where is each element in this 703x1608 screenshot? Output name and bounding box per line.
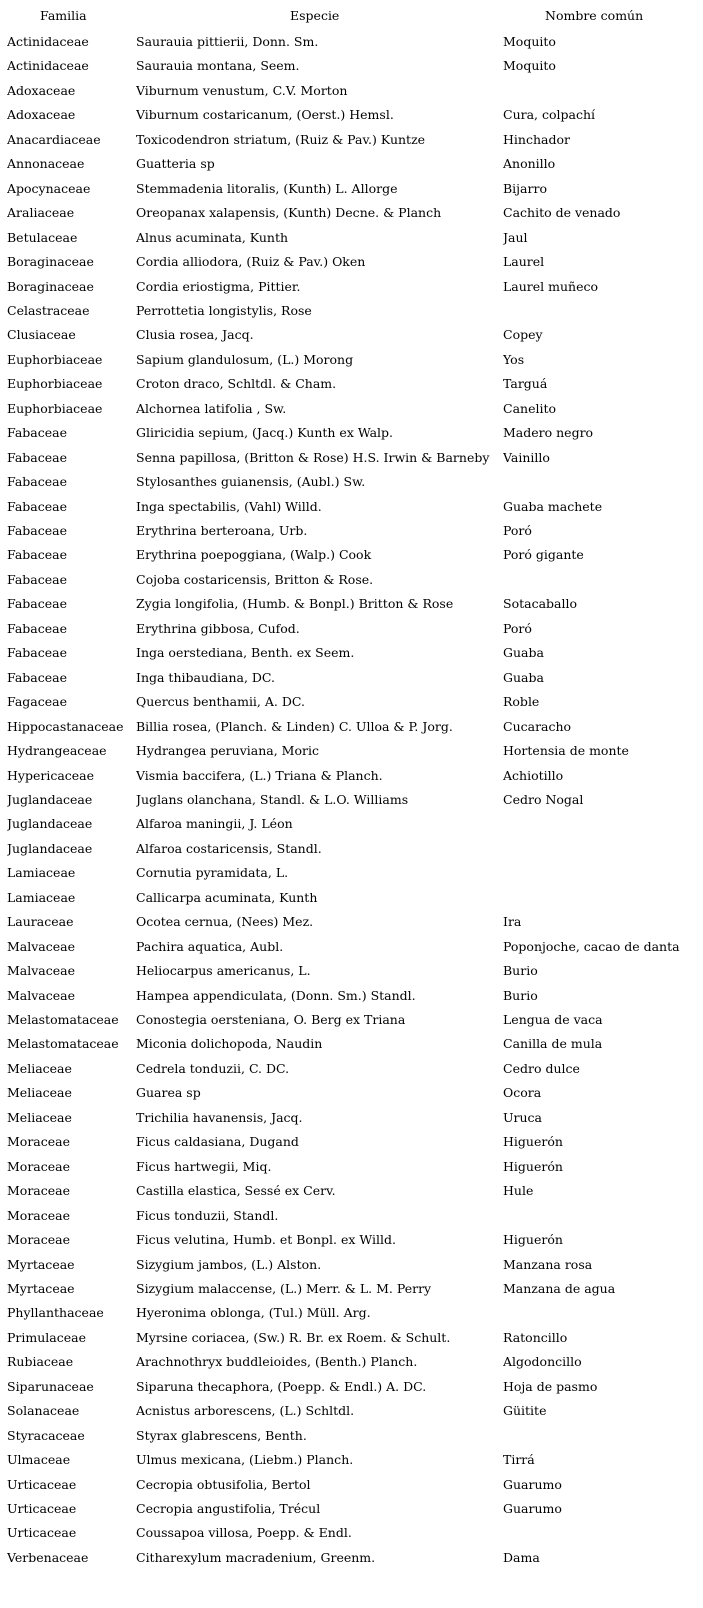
cell-especie: Senna papillosa, (Britton & Rose) H.S. Irwin & Barneby (136, 449, 490, 465)
cell-familia: Moraceae (7, 1232, 71, 1248)
cell-familia: Malvaceae (7, 938, 76, 954)
cell-especie: Siparuna thecaphora, (Poepp. & Endl.) A. DC. (136, 1378, 427, 1394)
table-row (0, 714, 703, 739)
cell-familia: Araliaceae (7, 205, 75, 221)
table-row (0, 371, 703, 396)
table-row (0, 1472, 703, 1497)
cell-familia: Fabaceae (7, 449, 67, 465)
table-row (0, 958, 703, 983)
cell-familia: Fabaceae (7, 620, 67, 636)
cell-especie: Perrottetia longistylis, Rose (136, 302, 312, 318)
cell-especie: Cecropia obtusifolia, Bertol (136, 1476, 311, 1492)
cell-especie: Hampea appendiculata, (Donn. Sm.) Standl. (136, 987, 416, 1003)
cell-especie: Coussapoa villosa, Poepp. & Endl. (136, 1525, 352, 1541)
cell-nombre-comun: Cucaracho (503, 718, 572, 734)
cell-familia: Annonaceae (7, 156, 85, 172)
cell-especie: Hydrangea peruviana, Moric (136, 743, 319, 759)
cell-especie: Stylosanthes guianensis, (Aubl.) Sw. (136, 474, 366, 490)
cell-especie: Quercus benthamii, A. DC. (136, 694, 305, 710)
table-row (0, 909, 703, 934)
table-row (0, 127, 703, 152)
table-row (0, 1300, 703, 1325)
cell-familia: Juglandaceae (7, 840, 93, 856)
cell-especie: Alfaroa costaricensis, Standl. (136, 840, 322, 856)
cell-nombre-comun: Burio (503, 963, 538, 979)
table-row (0, 1252, 703, 1277)
cell-especie: Callicarpa acuminata, Kunth (136, 889, 318, 905)
table-header (0, 6, 703, 26)
cell-nombre-comun: Tirrá (503, 1452, 535, 1468)
table-row (0, 591, 703, 616)
cell-familia: Euphorbiaceae (7, 351, 103, 367)
table-row (0, 249, 703, 274)
cell-especie: Cordia alliodora, (Ruiz & Pav.) Oken (136, 254, 366, 270)
cell-especie: Miconia dolichopoda, Naudin (136, 1036, 323, 1052)
cell-familia: Lamiaceae (7, 865, 76, 881)
table-row (0, 298, 703, 323)
cell-especie: Citharexylum macradenium, Greenm. (136, 1549, 376, 1565)
cell-familia: Fabaceae (7, 425, 67, 441)
cell-nombre-comun: Jaul (503, 229, 528, 245)
table-row (0, 811, 703, 836)
cell-familia: Ulmaceae (7, 1452, 71, 1468)
cell-especie: Conostegia oersteniana, O. Berg ex Triana (136, 1012, 406, 1027)
table-row (0, 885, 703, 910)
cell-familia: Verbenaceae (7, 1549, 89, 1565)
cell-especie: Croton draco, Schltdl. & Cham. (136, 376, 337, 392)
cell-familia: Moraceae (7, 1207, 71, 1223)
cell-nombre-comun: Ratoncillo (503, 1329, 568, 1345)
cell-nombre-comun: Canelito (503, 400, 557, 416)
table-row (0, 176, 703, 201)
table-row (0, 102, 703, 127)
cell-familia: Myrtaceae (7, 1256, 75, 1272)
cell-familia: Juglandaceae (7, 791, 93, 807)
cell-especie: Ficus hartwegii, Miq. (136, 1158, 272, 1174)
cell-nombre-comun: Burio (503, 987, 538, 1003)
cell-nombre-comun: Moquito (503, 34, 556, 49)
cell-especie: Vismia baccifera, (L.) Triana & Planch. (136, 767, 383, 783)
table-row (0, 1007, 703, 1032)
table-row (0, 445, 703, 470)
table-row (0, 494, 703, 519)
cell-nombre-comun: Achiotillo (503, 767, 564, 783)
cell-especie: Cordia eriostigma, Pittier. (136, 278, 301, 294)
cell-especie: Alnus acuminata, Kunth (136, 229, 289, 245)
cell-familia: Actinidaceae (7, 58, 89, 74)
cell-especie: Hyeronima oblonga, (Tul.) Müll. Arg. (136, 1305, 371, 1321)
table-row (0, 983, 703, 1008)
table-row (0, 53, 703, 78)
cell-familia: Hydrangeaceae (7, 743, 107, 759)
cell-nombre-comun: Moquito (503, 58, 556, 74)
cell-especie: Myrsine coriacea, (Sw.) R. Br. ex Roem. & Schult. (136, 1329, 451, 1345)
table-row (0, 567, 703, 592)
cell-nombre-comun: Lengua de vaca (503, 1012, 603, 1027)
table-row (0, 322, 703, 347)
cell-especie: Ocotea cernua, (Nees) Mez. (136, 914, 314, 930)
cell-especie: Pachira aquatica, Aubl. (136, 938, 284, 954)
table-row (0, 420, 703, 445)
cell-familia: Phyllanthaceae (7, 1305, 104, 1321)
cell-nombre-comun: Targuá (503, 376, 548, 392)
cell-familia: Actinidaceae (7, 34, 89, 49)
cell-familia: Boraginaceae (7, 254, 94, 270)
cell-nombre-comun: Hoja de pasmo (503, 1378, 598, 1394)
cell-nombre-comun: Poponjoche, cacao de danta (503, 938, 680, 954)
cell-nombre-comun: Sotacaballo (503, 596, 577, 612)
table-row (0, 1227, 703, 1252)
table-row (0, 1031, 703, 1056)
table-row (0, 29, 703, 54)
cell-familia: Melastomataceae (7, 1036, 119, 1052)
cell-especie: Stemmadenia litoralis, (Kunth) L. Allorge (136, 180, 398, 196)
cell-nombre-comun: Hortensia de monte (503, 743, 629, 759)
cell-especie: Guarea sp (136, 1085, 201, 1101)
table-row (0, 1447, 703, 1472)
cell-familia: Boraginaceae (7, 278, 94, 294)
cell-nombre-comun: Higuerón (503, 1232, 563, 1248)
table-row (0, 1349, 703, 1374)
table-row (0, 665, 703, 690)
cell-especie: Erythrina gibbosa, Cufod. (136, 620, 300, 636)
table-row (0, 78, 703, 103)
cell-familia: Moraceae (7, 1183, 71, 1199)
cell-especie: Cornutia pyramidata, L. (136, 865, 289, 881)
table-row (0, 860, 703, 885)
cell-especie: Toxicodendron striatum, (Ruiz & Pav.) Kuntze (136, 131, 426, 147)
cell-especie: Cecropia angustifolia, Trécul (136, 1501, 321, 1516)
cell-nombre-comun: Manzana rosa (503, 1256, 593, 1272)
table-row (0, 738, 703, 763)
cell-familia: Lamiaceae (7, 889, 76, 905)
cell-familia: Fagaceae (7, 694, 67, 710)
cell-familia: Fabaceae (7, 669, 67, 685)
table-row (0, 225, 703, 250)
cell-familia: Juglandaceae (7, 816, 93, 832)
cell-nombre-comun: Guaba machete (503, 498, 603, 514)
cell-familia: Hypericaceae (7, 767, 95, 783)
cell-especie: Juglans olanchana, Standl. & L.O. Williams (136, 791, 409, 807)
cell-nombre-comun: Madero negro (503, 425, 594, 441)
table-row (0, 200, 703, 225)
cell-nombre-comun: Hinchador (503, 131, 570, 147)
cell-familia: Urticaceae (7, 1501, 77, 1516)
cell-especie: Oreopanax xalapensis, (Kunth) Decne. & Planch (136, 205, 442, 221)
table-row (0, 640, 703, 665)
cell-familia: Primulaceae (7, 1329, 86, 1345)
cell-nombre-comun: Poró (503, 620, 532, 636)
table-row (0, 1203, 703, 1228)
table-row (0, 1520, 703, 1545)
table-row (0, 1080, 703, 1105)
cell-familia: Fabaceae (7, 571, 67, 587)
cell-especie: Alchornea latifolia , Sw. (136, 400, 287, 416)
cell-familia: Celastraceae (7, 302, 90, 318)
table-row (0, 1496, 703, 1521)
cell-especie: Trichilia havanensis, Jacq. (136, 1109, 303, 1125)
cell-familia: Fabaceae (7, 547, 67, 563)
table-row (0, 1056, 703, 1081)
cell-familia: Siparunaceae (7, 1378, 94, 1394)
cell-especie: Ficus caldasiana, Dugand (136, 1134, 299, 1150)
table-row (0, 1423, 703, 1448)
cell-especie: Arachnothryx buddleioides, (Benth.) Planch. (136, 1354, 418, 1370)
cell-nombre-comun: Dama (503, 1549, 540, 1565)
cell-familia: Fabaceae (7, 474, 67, 490)
cell-familia: Melastomataceae (7, 1012, 119, 1027)
cell-nombre-comun: Anonillo (503, 156, 556, 172)
cell-especie: Inga thibaudiana, DC. (136, 669, 276, 685)
table-row (0, 934, 703, 959)
cell-familia: Urticaceae (7, 1525, 77, 1541)
cell-especie: Clusia rosea, Jacq. (136, 327, 254, 343)
cell-nombre-comun: Ocora (503, 1085, 542, 1101)
cell-nombre-comun: Cedro dulce (503, 1060, 580, 1076)
header-nombre-comun: Nombre común (545, 8, 644, 23)
table-row (0, 1374, 703, 1399)
header-familia: Familia (40, 8, 87, 23)
cell-especie: Castilla elastica, Sessé ex Cerv. (136, 1183, 336, 1199)
cell-familia: Euphorbiaceae (7, 376, 103, 392)
cell-especie: Saurauia pittierii, Donn. Sm. (136, 34, 319, 49)
cell-nombre-comun: Güitite (503, 1403, 547, 1419)
header-especie: Especie (290, 8, 340, 23)
cell-familia: Fabaceae (7, 523, 67, 538)
cell-familia: Betulaceae (7, 229, 78, 245)
cell-especie: Erythrina poepoggiana, (Walp.) Cook (136, 547, 372, 563)
cell-nombre-comun: Vainillo (503, 449, 550, 465)
cell-familia: Urticaceae (7, 1476, 77, 1492)
table-row (0, 274, 703, 299)
cell-especie: Viburnum venustum, C.V. Morton (136, 82, 348, 98)
cell-nombre-comun: Hule (503, 1183, 534, 1199)
cell-especie: Inga oerstediana, Benth. ex Seem. (136, 645, 355, 661)
cell-nombre-comun: Cedro Nogal (503, 791, 584, 807)
cell-nombre-comun: Algodoncillo (503, 1354, 582, 1370)
cell-especie: Sapium glandulosum, (L.) Morong (136, 351, 354, 367)
table-row (0, 689, 703, 714)
cell-familia: Apocynaceae (7, 180, 91, 196)
cell-familia: Rubiaceae (7, 1354, 74, 1370)
table-row (0, 1276, 703, 1301)
cell-familia: Euphorbiaceae (7, 400, 103, 416)
cell-nombre-comun: Higuerón (503, 1134, 563, 1150)
table-row (0, 616, 703, 641)
cell-especie: Ulmus mexicana, (Liebm.) Planch. (136, 1452, 354, 1468)
cell-familia: Malvaceae (7, 987, 76, 1003)
table-row (0, 763, 703, 788)
cell-nombre-comun: Guarumo (503, 1501, 562, 1516)
cell-nombre-comun: Laurel muñeco (503, 278, 599, 294)
cell-familia: Myrtaceae (7, 1280, 75, 1296)
cell-familia: Meliaceae (7, 1060, 72, 1076)
table-row (0, 518, 703, 543)
cell-nombre-comun: Guarumo (503, 1476, 562, 1492)
cell-especie: Alfaroa maningii, J. Léon (136, 816, 293, 832)
table-row (0, 1545, 703, 1570)
cell-familia: Lauraceae (7, 914, 74, 930)
cell-especie: Saurauia montana, Seem. (136, 58, 300, 74)
cell-familia: Solanaceae (7, 1403, 80, 1419)
cell-especie: Sizygium jambos, (L.) Alston. (136, 1256, 322, 1272)
cell-nombre-comun: Yos (503, 351, 525, 367)
cell-nombre-comun: Copey (503, 327, 543, 343)
cell-familia: Clusiaceae (7, 327, 76, 343)
cell-familia: Fabaceae (7, 596, 67, 612)
table-row (0, 1129, 703, 1154)
cell-nombre-comun: Guaba (503, 669, 544, 685)
cell-familia: Anacardiaceae (7, 131, 101, 147)
cell-especie: Heliocarpus americanus, L. (136, 963, 311, 979)
cell-nombre-comun: Poró gigante (503, 547, 584, 563)
cell-nombre-comun: Cachito de venado (503, 205, 621, 221)
cell-especie: Sizygium malaccense, (L.) Merr. & L. M. Perry (136, 1280, 432, 1296)
cell-familia: Moraceae (7, 1134, 71, 1150)
table-row (0, 1105, 703, 1130)
cell-nombre-comun: Higuerón (503, 1158, 563, 1174)
cell-familia: Fabaceae (7, 498, 67, 514)
cell-nombre-comun: Uruca (503, 1109, 543, 1125)
cell-especie: Erythrina berteroana, Urb. (136, 523, 308, 538)
table-row (0, 1398, 703, 1423)
table-row (0, 836, 703, 861)
cell-especie: Ficus tonduzii, Standl. (136, 1207, 279, 1223)
cell-especie: Guatteria sp (136, 156, 215, 172)
cell-nombre-comun: Roble (503, 694, 540, 710)
cell-familia: Adoxaceae (7, 82, 76, 98)
cell-familia: Hippocastanaceae (7, 718, 124, 734)
table-row (0, 151, 703, 176)
table-row (0, 1178, 703, 1203)
cell-especie: Gliricidia sepium, (Jacq.) Kunth ex Walp. (136, 425, 394, 441)
cell-nombre-comun: Guaba (503, 645, 544, 661)
cell-familia: Meliaceae (7, 1109, 72, 1125)
cell-nombre-comun: Canilla de mula (503, 1036, 603, 1052)
cell-familia: Styracaceae (7, 1427, 85, 1443)
cell-especie: Cedrela tonduzii, C. DC. (136, 1060, 290, 1076)
cell-especie: Ficus velutina, Humb. et Bonpl. ex Willd. (136, 1232, 396, 1248)
cell-especie: Viburnum costaricanum, (Oerst.) Hemsl. (136, 107, 394, 123)
cell-especie: Acnistus arborescens, (L.) Schltdl. (136, 1403, 355, 1419)
cell-nombre-comun: Laurel (503, 254, 545, 270)
cell-nombre-comun: Cura, colpachí (503, 107, 596, 123)
table-row (0, 469, 703, 494)
cell-nombre-comun: Bijarro (503, 180, 547, 196)
table-row (0, 787, 703, 812)
table-row (0, 347, 703, 372)
cell-familia: Fabaceae (7, 645, 67, 661)
cell-especie: Cojoba costaricensis, Britton & Rose. (136, 571, 374, 587)
cell-nombre-comun: Poró (503, 523, 532, 538)
cell-especie: Zygia longifolia, (Humb. & Bonpl.) Britton & Rose (136, 596, 454, 612)
cell-especie: Styrax glabrescens, Benth. (136, 1427, 307, 1443)
cell-nombre-comun: Manzana de agua (503, 1280, 616, 1296)
cell-especie: Billia rosea, (Planch. & Linden) C. Ulloa & P. Jorg. (136, 718, 453, 734)
cell-familia: Adoxaceae (7, 107, 76, 123)
table-row (0, 396, 703, 421)
cell-nombre-comun: Ira (503, 914, 522, 930)
cell-familia: Moraceae (7, 1158, 71, 1174)
table-row (0, 542, 703, 567)
table-row (0, 1325, 703, 1350)
cell-familia: Meliaceae (7, 1085, 72, 1101)
cell-especie: Inga spectabilis, (Vahl) Willd. (136, 498, 322, 514)
table-row (0, 1154, 703, 1179)
cell-familia: Malvaceae (7, 963, 76, 979)
